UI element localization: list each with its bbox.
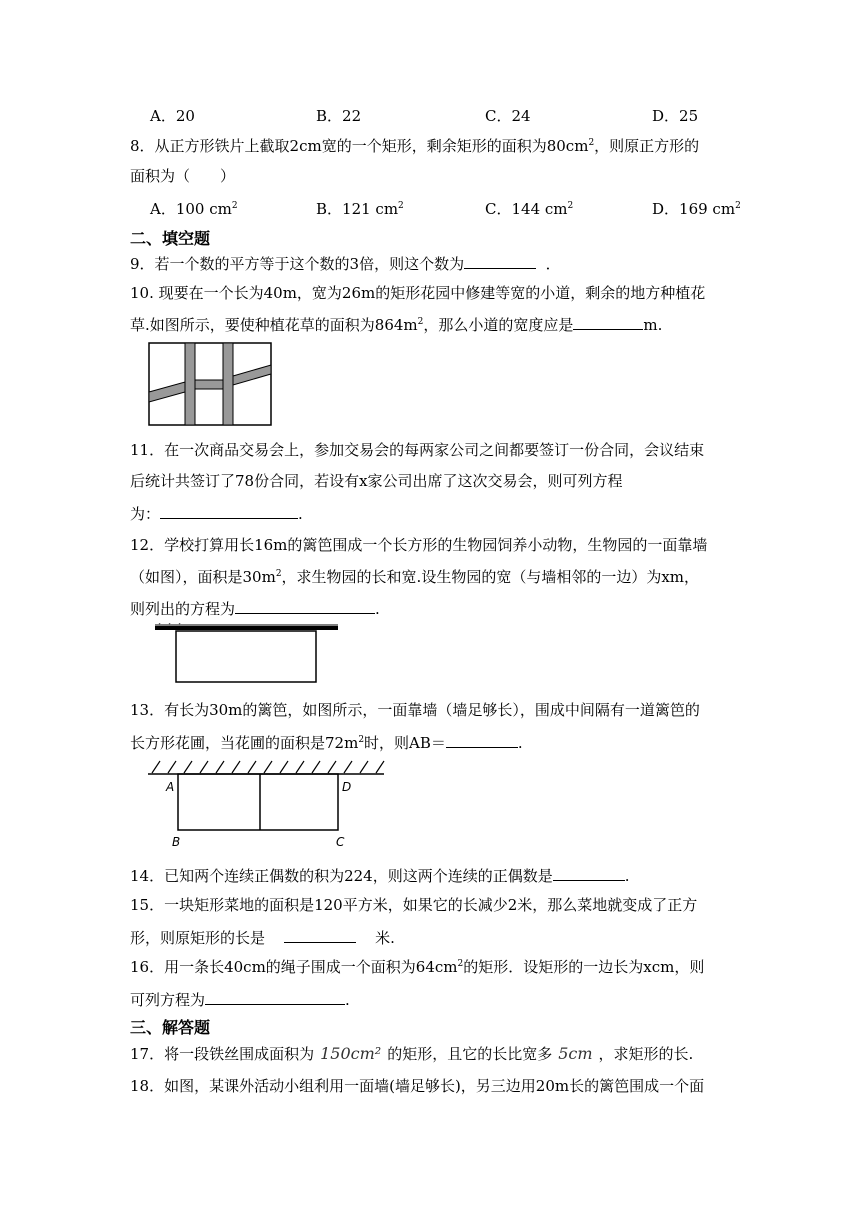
q12-line3: 则列出的方程为 . [130,597,380,619]
q10-line1: 10. 现要在一个长为40m，宽为26m的矩形花园中修建等宽的小道，剩余的地方种植花 [130,284,706,302]
q12-garden-figure [155,623,340,685]
label-d: D [342,780,352,794]
q12-answer-blank[interactable] [235,597,375,614]
q10-line2: 草.如图所示，要使种植花草的面积为$864m^2$，那么小道的宽度应是 m. [130,313,662,335]
q15-answer-blank[interactable] [284,926,356,943]
q9-answer-blank[interactable] [464,252,536,269]
q12-line1: 12．学校打算用长16m的篱笆围成一个长方形的生物园饲养小动物，生物园的一面靠墙 [130,536,708,554]
q17-text: 17．将一段铁丝围成面积为 150cm² 的矩形，且它的长比宽多 5cm ，求矩形的长. [130,1044,694,1063]
q11-answer-blank[interactable] [160,502,298,519]
q16-answer-blank[interactable] [205,988,345,1005]
q8-line2: 面积为（ ） [130,167,236,185]
q11-line3: 为： . [130,502,303,524]
q16-line1: 16．用一条长40cm的绳子围成一个面积为$64cm^2$的矩形．设矩形的一边长为xcm，则 [130,958,705,976]
q12-line2: （如图），面积是$30m^2$，求生物园的长和宽.设生物园的宽（与墙相邻的一边）为xm， [130,568,700,586]
q13-line1: 13．有长为30m的篱笆，如图所示，一面靠墙（墙足够长），围成中间隔有一道篱笆的 [130,701,700,719]
q15-line2: 形，则原矩形的长是 米. [130,926,395,948]
q14-text: 14．已知两个连续正偶数的积为224，则这两个连续的正偶数是 . [130,864,630,886]
q18-line1: 18．如图，某课外活动小组利用一面墙(墙足够长)，另三边用20m长的篱笆围成一个面 [130,1077,705,1095]
q13-answer-blank[interactable] [446,731,518,748]
q10-answer-blank[interactable] [573,313,643,330]
q7-option-a: A．20 [150,107,195,125]
q13-fence-figure [148,758,388,850]
q11-line2: 后统计共签订了78份合同，若设有x家公司出席了这次交易会，则可列方程 [130,472,623,490]
q17-diff-formula: 5cm [558,1044,593,1063]
q8-option-b: B．121 $cm^2$ [316,200,404,218]
label-a: A [166,780,175,794]
label-c: C [336,835,345,849]
q13-line2: 长方形花圃，当花圃的面积是$72m^2$时，则AB＝ . [130,731,523,753]
q8-option-a: A．100 $cm^2$ [150,200,238,218]
q7-option-b: B．22 [316,107,362,125]
q17-area-formula: 150cm² [320,1044,382,1063]
q8-option-d: D．169 $cm^2$ [652,200,741,218]
label-b: B [172,835,181,849]
q8-line1: 8．从正方形铁片上截取2cm宽的一个矩形，剩余矩形的面积为$80cm^2$，则原正方形的 [130,137,700,155]
q15-line1: 15．一块矩形菜地的面积是120平方米，如果它的长减少2米，那么菜地就变成了正方 [130,896,698,914]
q14-answer-blank[interactable] [553,864,625,881]
q8-option-c: C．144 $cm^2$ [485,200,574,218]
q16-line2: 可列方程为 . [130,988,350,1010]
q7-option-c: C．24 [485,107,531,125]
section-fill-in-heading: 二、填空题 [130,229,211,248]
section-solve-heading: 三、解答题 [130,1018,211,1037]
q10-garden-figure [148,342,272,426]
q9-text: 9．若一个数的平方等于这个数的3倍，则这个数为 ． [130,252,561,274]
q11-line1: 11．在一次商品交易会上，参加交易会的每两家公司之间都要签订一份合同，会议结束 [130,441,705,459]
q7-option-d: D．25 [652,107,699,125]
